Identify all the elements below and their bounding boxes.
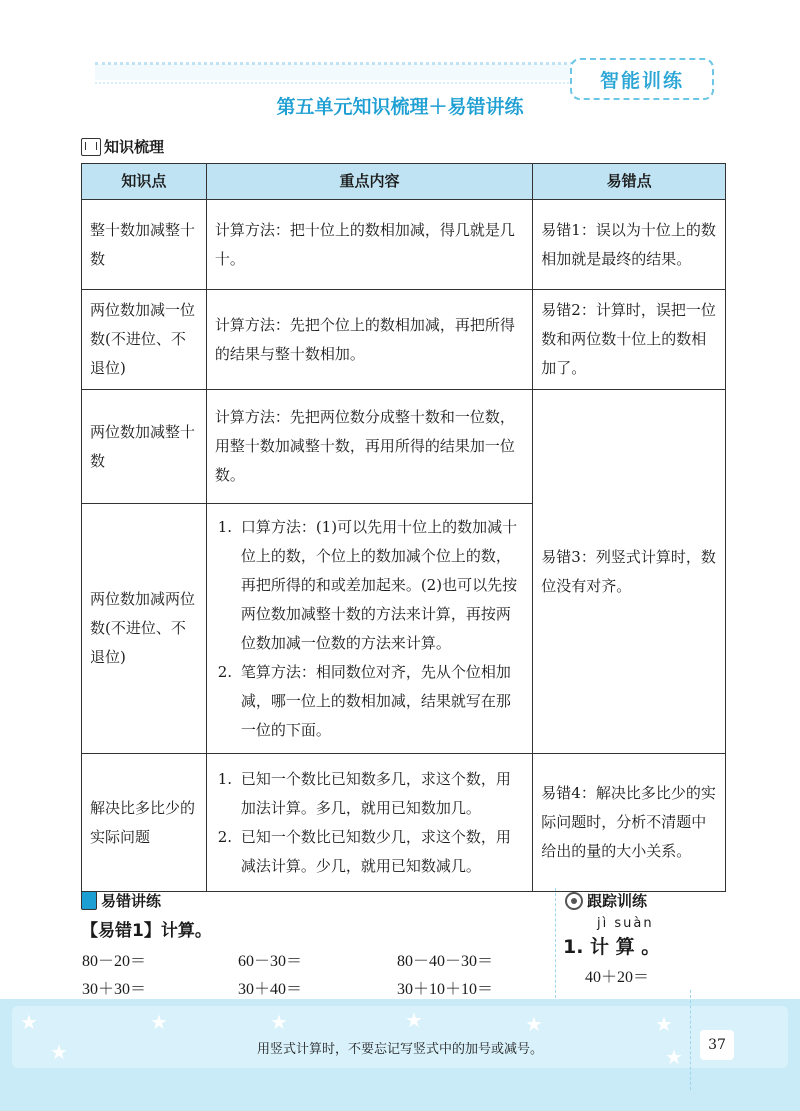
col-header-topic: 知识点 <box>82 164 207 200</box>
list-item: 1. 口算方法：(1)可以先用十位上的数加减十位上的数，个位上的数加减个位上的数，再把所得的和或差加起来。(2)也可以先按两位数加减整十数的方法来计算，再按两位数加减一位数的方法来计算。 <box>237 513 524 658</box>
col-header-error: 易错点 <box>533 164 726 200</box>
table-row <box>82 754 726 892</box>
topic-cell: 解决比多比少的实际问题 <box>82 754 207 892</box>
error-cell: 易错1：误以为十位上的数相加就是最终的结果。 <box>533 200 726 290</box>
book-icon <box>81 138 101 156</box>
error-cell: 易错2：计算时，误把一位数和两位数十位上的数相加了。 <box>533 290 726 390</box>
expression: 30＋40＝ <box>238 981 303 998</box>
knowledge-heading <box>81 136 164 157</box>
table-row <box>82 290 726 390</box>
page-number: 37 <box>700 1030 734 1060</box>
content-cell: 计算方法：先把个位上的数相加减，再把所得的结果与整十数相加。 <box>206 290 532 390</box>
star-icon: ★ <box>150 1010 168 1034</box>
method-list <box>215 513 524 745</box>
error-cell: 易错3：列竖式计算时，数位没有对齐。 <box>533 390 726 754</box>
pinyin-annotation: jì suàn <box>597 916 654 931</box>
list-item: 1. 已知一个数比已知数多几，求这个数，用加法计算。多几，就用已知数加几。 <box>237 765 524 823</box>
content-cell: 计算方法：把十位上的数相加减，得几就是几十。 <box>206 200 532 290</box>
content-cell: 计算方法：先把两位数分成整十数和一位数，用整十数加减整十数，再用所得的结果加一位数。 <box>206 390 532 504</box>
column-divider <box>555 888 556 998</box>
follow-question: 1. 计 算 。 <box>563 936 661 958</box>
expression: 40＋20＝ <box>585 969 650 986</box>
list-item: 2. 已知一个数比已知数少几，求这个数，用减法计算。少几，就用已知数减几。 <box>237 823 524 881</box>
content-cell <box>206 504 532 754</box>
bookmark-icon <box>81 891 97 910</box>
expression: 80－40－30＝ <box>397 953 494 970</box>
star-icon: ★ <box>665 1045 683 1069</box>
knowledge-table <box>81 163 726 892</box>
star-icon: ★ <box>525 1012 543 1036</box>
follow-heading-text: 跟踪训练 <box>587 892 648 910</box>
topic-cell: 两位数加减一位数(不进位、不退位) <box>82 290 207 390</box>
topic-cell: 整十数加减整十数 <box>82 200 207 290</box>
practice-heading-text: 易错讲练 <box>101 892 162 910</box>
practice-heading <box>81 890 161 911</box>
expression: 30＋30＝ <box>82 981 147 998</box>
gear-icon <box>565 892 583 910</box>
table-row <box>82 390 726 504</box>
star-icon: ★ <box>405 1008 423 1032</box>
star-icon: ★ <box>655 1012 673 1036</box>
expression: 30＋10＋10＝ <box>397 981 494 998</box>
practice-label: 【易错1】计算。 <box>81 921 212 941</box>
follow-heading <box>565 890 647 911</box>
expression: 80－20＝ <box>82 953 147 970</box>
topic-cell: 两位数加减整十数 <box>82 390 207 504</box>
star-icon: ★ <box>270 1010 288 1034</box>
knowledge-heading-text: 知识梳理 <box>104 138 165 156</box>
star-icon: ★ <box>20 1010 38 1034</box>
section-badge: 智能训练 <box>570 58 714 100</box>
list-item: 2. 笔算方法：相同数位对齐，先从个位相加减，哪一位上的数相加减，结果就写在那一位的下面。 <box>237 658 524 745</box>
method-list <box>215 765 524 881</box>
page-title: 第五单元知识梳理＋易错讲练 <box>276 96 524 118</box>
footer-tip: 用竖式计算时，不要忘记写竖式中的加号或减号。 <box>256 1042 543 1057</box>
content-cell <box>206 754 532 892</box>
star-icon: ★ <box>50 1040 68 1064</box>
error-cell: 易错4：解决比多比少的实际问题时，分析不清题中给出的量的大小关系。 <box>533 754 726 892</box>
topic-cell: 两位数加减两位数(不进位、不退位) <box>82 504 207 754</box>
table-header-row <box>82 164 726 200</box>
col-header-content: 重点内容 <box>206 164 532 200</box>
table-row <box>82 200 726 290</box>
expression: 60－30＝ <box>238 953 303 970</box>
